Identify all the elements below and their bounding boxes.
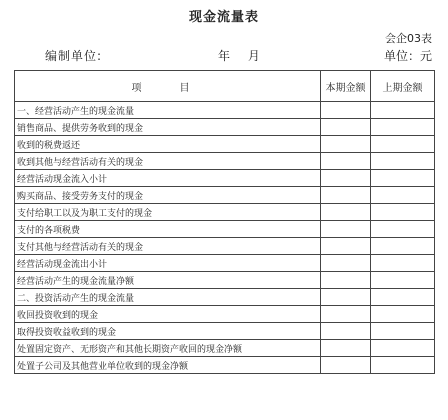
year-label: 年 bbox=[218, 49, 231, 63]
previous-amount-cell[interactable] bbox=[371, 187, 435, 204]
table-row bbox=[15, 323, 435, 340]
table-row bbox=[15, 272, 435, 289]
row-item: 收到的税费返还 bbox=[15, 136, 321, 153]
row-item: 经营活动产生的现金流量净额 bbox=[15, 272, 321, 289]
previous-amount-cell[interactable] bbox=[371, 119, 435, 136]
row-item: 购买商品、接受劳务支付的现金 bbox=[15, 187, 321, 204]
current-amount-cell[interactable] bbox=[321, 187, 371, 204]
row-item: 收回投资收到的现金 bbox=[15, 306, 321, 323]
row-item: 收到其他与经营活动有关的现金 bbox=[15, 153, 321, 170]
row-item: 取得投资收益收到的现金 bbox=[15, 323, 321, 340]
table-row bbox=[15, 340, 435, 357]
current-amount-cell[interactable] bbox=[321, 272, 371, 289]
table-row bbox=[15, 255, 435, 272]
previous-amount-cell[interactable] bbox=[371, 306, 435, 323]
previous-amount-cell[interactable] bbox=[371, 102, 435, 119]
current-amount-cell[interactable] bbox=[321, 306, 371, 323]
current-amount-cell[interactable] bbox=[321, 102, 371, 119]
table-row bbox=[15, 238, 435, 255]
current-amount-cell[interactable] bbox=[321, 340, 371, 357]
table-row bbox=[15, 187, 435, 204]
table-row bbox=[15, 119, 435, 136]
form-code: 会企03表 bbox=[385, 32, 432, 45]
row-item: 经营活动现金流出小计 bbox=[15, 255, 321, 272]
row-item: 处置子公司及其他营业单位收到的现金净额 bbox=[15, 357, 321, 374]
currency-unit: 单位：元 bbox=[383, 49, 432, 63]
row-item: 二、投资活动产生的现金流量 bbox=[15, 289, 321, 306]
current-amount-cell[interactable] bbox=[321, 289, 371, 306]
current-amount-cell[interactable] bbox=[321, 221, 371, 238]
column-header-previous: 上期金额 bbox=[371, 71, 435, 102]
current-amount-cell[interactable] bbox=[321, 119, 371, 136]
previous-amount-cell[interactable] bbox=[371, 204, 435, 221]
previous-amount-cell[interactable] bbox=[371, 340, 435, 357]
row-item: 处置固定资产、无形资产和其他长期资产收回的现金净额 bbox=[15, 340, 321, 357]
previous-amount-cell[interactable] bbox=[371, 153, 435, 170]
row-item: 经营活动现金流入小计 bbox=[15, 170, 321, 187]
table-row bbox=[15, 102, 435, 119]
previous-amount-cell[interactable] bbox=[371, 272, 435, 289]
row-item: 销售商品、提供劳务收到的现金 bbox=[15, 119, 321, 136]
previous-amount-cell[interactable] bbox=[371, 357, 435, 374]
column-header-current: 本期金额 bbox=[321, 71, 371, 102]
table-row bbox=[15, 153, 435, 170]
current-amount-cell[interactable] bbox=[321, 204, 371, 221]
current-amount-cell[interactable] bbox=[321, 238, 371, 255]
table-row bbox=[15, 136, 435, 153]
current-amount-cell[interactable] bbox=[321, 170, 371, 187]
month-label: 月 bbox=[247, 49, 260, 63]
column-header-item: 项 目 bbox=[15, 71, 321, 102]
current-amount-cell[interactable] bbox=[321, 255, 371, 272]
table-row bbox=[15, 289, 435, 306]
previous-amount-cell[interactable] bbox=[371, 136, 435, 153]
table-header-row bbox=[15, 71, 435, 102]
table-row bbox=[15, 204, 435, 221]
previous-amount-cell[interactable] bbox=[371, 238, 435, 255]
period-label bbox=[218, 47, 274, 64]
current-amount-cell[interactable] bbox=[321, 357, 371, 374]
table-row bbox=[15, 306, 435, 323]
previous-amount-cell[interactable] bbox=[371, 221, 435, 238]
row-item: 支付给职工以及为职工支付的现金 bbox=[15, 204, 321, 221]
previous-amount-cell[interactable] bbox=[371, 289, 435, 306]
previous-amount-cell[interactable] bbox=[371, 255, 435, 272]
table-row bbox=[15, 357, 435, 374]
row-item: 支付其他与经营活动有关的现金 bbox=[15, 238, 321, 255]
table-row bbox=[15, 221, 435, 238]
current-amount-cell[interactable] bbox=[321, 153, 371, 170]
row-item: 一、经营活动产生的现金流量 bbox=[15, 102, 321, 119]
row-item: 支付的各项税费 bbox=[15, 221, 321, 238]
current-amount-cell[interactable] bbox=[321, 323, 371, 340]
table-row bbox=[15, 170, 435, 187]
preparer-label: 编制单位: bbox=[45, 49, 103, 63]
previous-amount-cell[interactable] bbox=[371, 170, 435, 187]
current-amount-cell[interactable] bbox=[321, 136, 371, 153]
previous-amount-cell[interactable] bbox=[371, 323, 435, 340]
page-title: 现金流量表 bbox=[188, 10, 259, 25]
cash-flow-table bbox=[14, 70, 435, 374]
